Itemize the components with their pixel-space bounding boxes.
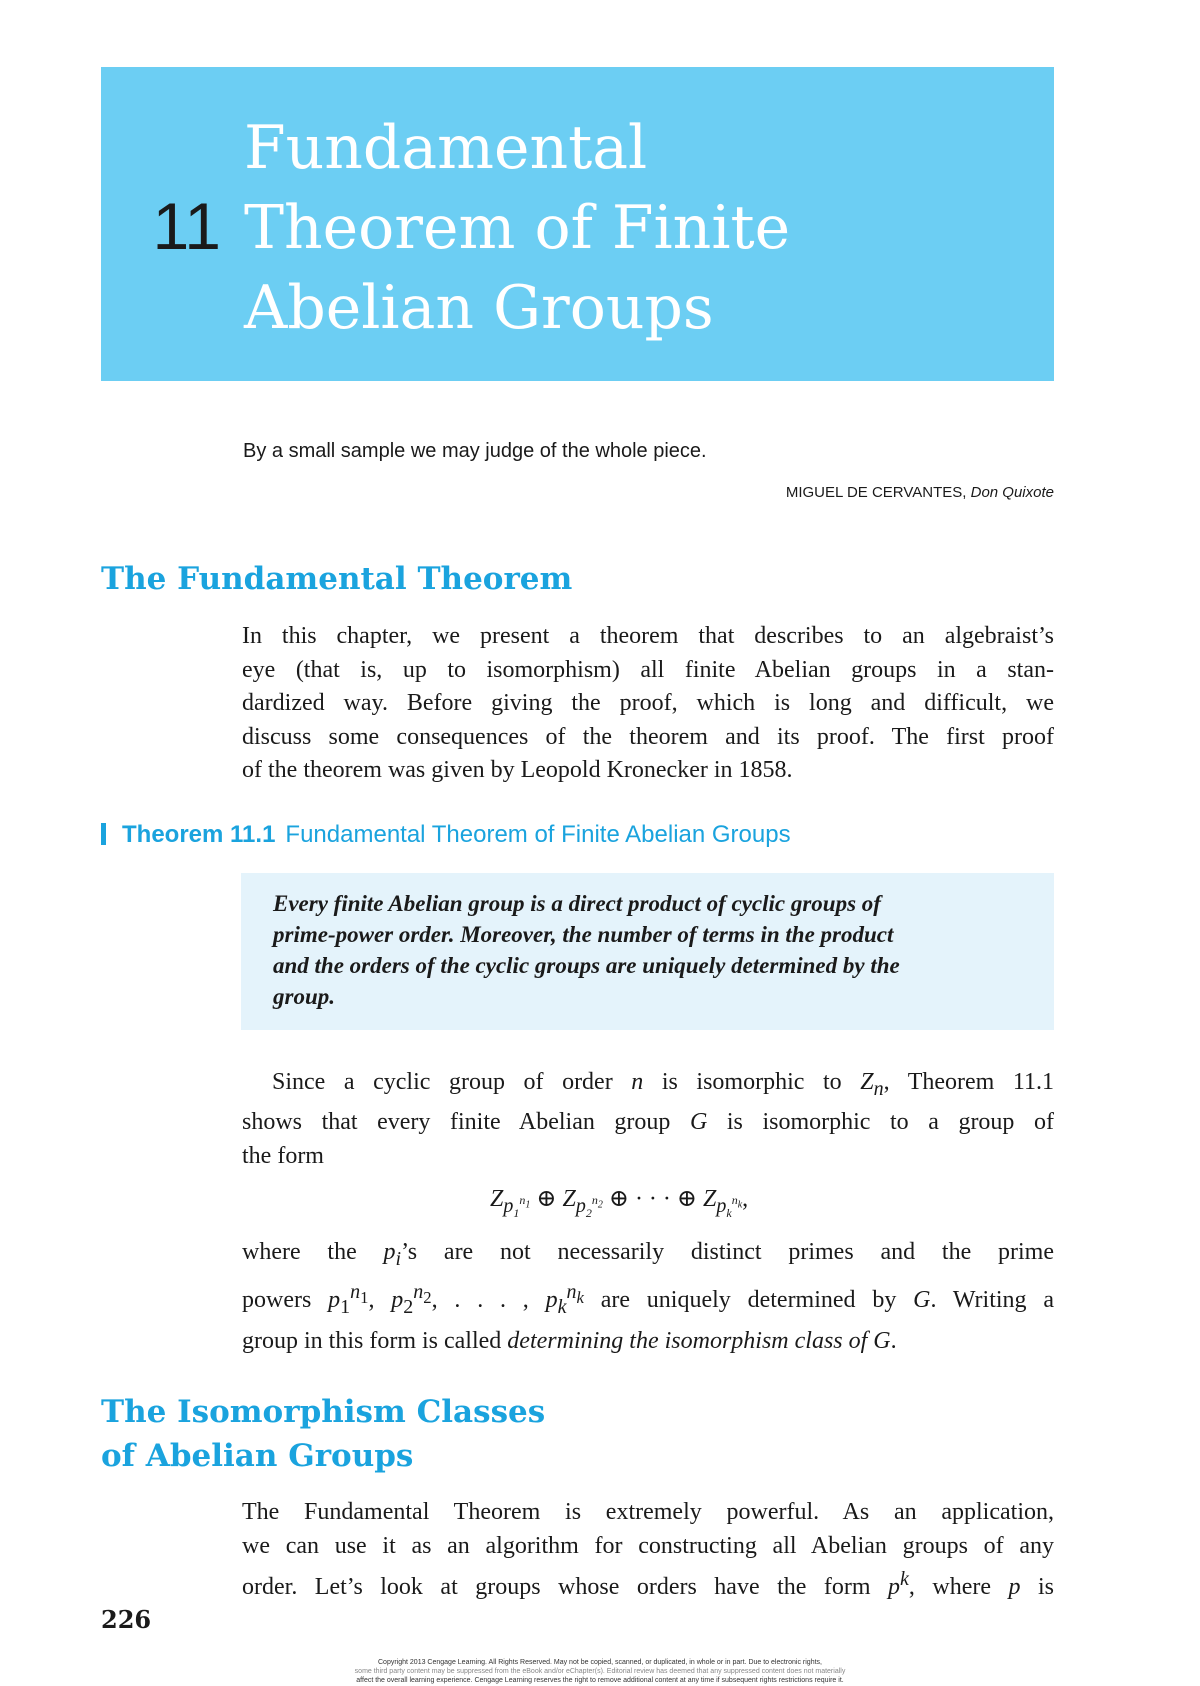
theorem-label: Theorem 11.1: [122, 821, 276, 848]
epigraph-quote: By a small sample we may judge of the whole piece.: [243, 440, 707, 462]
where-paragraph: [242, 1236, 1054, 1358]
section-heading-text: The Fundamental Theorem: [101, 561, 573, 597]
chapter-title-line: Theorem of Finite: [244, 193, 791, 263]
paragraph-line: eye (that is, up to isomorphism) all finite Abelian groups in a stan-: [242, 656, 1054, 683]
section-heading: [101, 557, 572, 601]
paragraph-line: shows that every finite Abelian group G is isomorphic to a group of: [242, 1109, 1054, 1136]
theorem-heading: [101, 821, 791, 849]
chapter-title-line: Abelian Groups: [244, 273, 714, 343]
paragraph-line: order. Let’s look at groups whose orders have the form $p^k$, where p is: [242, 1568, 1054, 1600]
epigraph-work: Don Quixote: [970, 484, 1054, 501]
paragraph-line: The Fundamental Theorem is extremely powerful. As an application,: [242, 1499, 1054, 1525]
paragraph-line: where the $p_i’s$ are not necessarily distinct primes and the prime: [242, 1239, 1054, 1270]
section-heading-line: The Isomorphism Classes: [101, 1394, 546, 1430]
paragraph-line: of the theorem was given by Leopold Kronecker in 1858.: [242, 757, 793, 783]
footer-line: affect the overall learning experience. Cengage Learning reserves the right to remove additional content at any time if subsequent rights restrictions require it.: [356, 1677, 844, 1684]
paragraph-line: dardized way. Before giving the proof, which is long and difficult, we: [242, 690, 1054, 716]
section2-paragraph: [242, 1496, 1054, 1605]
epigraph-attribution: [786, 484, 1054, 501]
footer-line: Copyright 2013 Cengage Learning. All Rights Reserved. May not be copied, scanned, or duplicated, in whole or in part. Due to electronic rights,: [378, 1659, 822, 1666]
paragraph-line: group in this form is called determining the isomorphism class of G.: [242, 1327, 897, 1354]
chapter-title-line: Fundamental: [244, 113, 648, 183]
paragraph-line: discuss some consequences of the theorem and its proof. The first proof: [242, 723, 1054, 750]
section-heading: [101, 1390, 545, 1478]
paragraph-line: Since a cyclic group of order n is isomorphic to $Z_n$, Theorem 11.1: [272, 1069, 1054, 1100]
section-heading-line: of Abelian Groups: [101, 1438, 414, 1474]
paragraph-line: powers $p_1^{n_1}$, $p_2^{n_2}$, . . . , $p_k^{n_k}$ are uniquely determined by G. Writing a: [242, 1281, 1055, 1319]
theorem-marker: [101, 823, 106, 845]
paragraph-line: we can use it as an algorithm for constructing all Abelian groups of any: [242, 1532, 1054, 1559]
paragraph-line: the form: [242, 1142, 324, 1169]
direct-product-formula: $Z_{p_1^{n_1}}$ ⊕ $Z_{p_2^{n_2}}$ ⊕ · · · ⊕ $Z_{p_k^{n_k}}$,: [490, 1186, 749, 1220]
page-number: 226: [101, 1605, 152, 1634]
intro-paragraph: [242, 620, 1054, 788]
paragraph-line: In this chapter, we present a theorem that describes to an algebraist’s: [242, 623, 1054, 649]
theorem-line: prime-power order. Moreover, the number of terms in the product: [273, 922, 894, 947]
theorem-statement: [273, 888, 1013, 1012]
epigraph-author: MIGUEL DE CERVANTES,: [785, 484, 967, 501]
theorem-line: group.: [273, 984, 335, 1009]
chapter-title: [244, 108, 1004, 348]
theorem-name: Fundamental Theorem of Finite Abelian Groups: [285, 821, 791, 848]
theorem-line: and the orders of the cyclic groups are uniquely determined by the: [273, 953, 900, 978]
theorem-line: Every finite Abelian group is a direct product of cyclic groups of: [273, 891, 881, 916]
after-theorem-paragraph: [242, 1066, 1054, 1173]
footer-line: some third party content may be suppressed from the eBook and/or eChapter(s). Editorial review has deemed that any suppressed content does not materially: [354, 1668, 846, 1675]
chapter-number: 11: [152, 189, 221, 263]
copyright-footer: [240, 1658, 960, 1685]
